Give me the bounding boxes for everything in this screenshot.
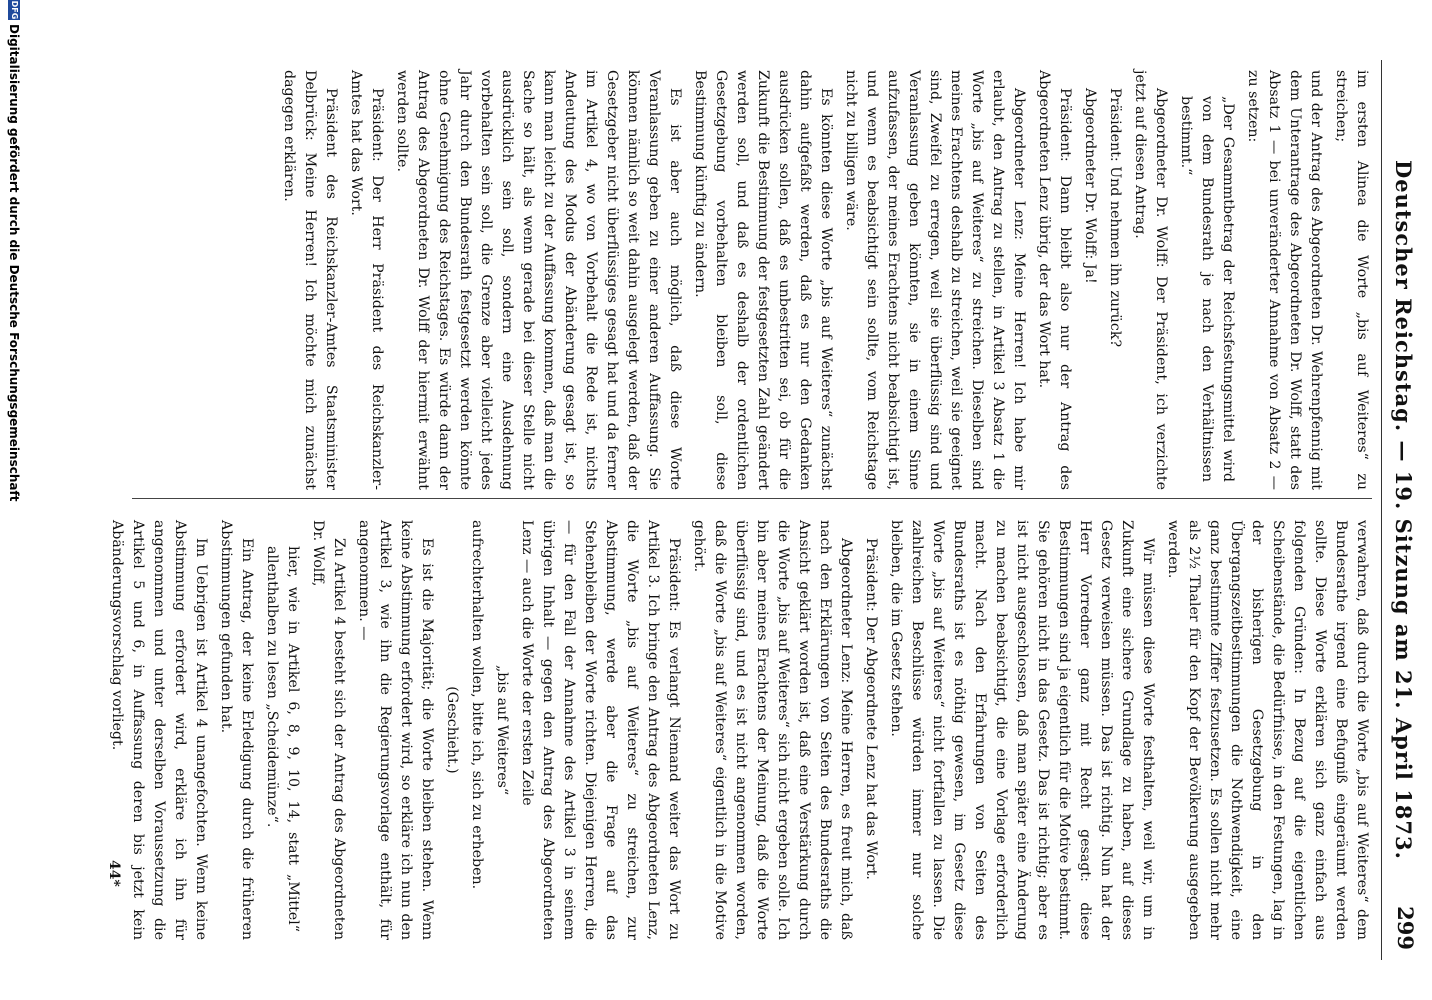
paragraph: Wir müssen diese Worte festhalten, weil wir, um in Zukunft eine sichere Grundlage zu haben, auf dieses Gesetz verweisen müssen. Das ist richtig. Nun hat der Herr Vorredner ganz mit Recht gesagt: diese Bestimmungen sind ja eigentlich für die Motive bestimmt. Sie gehören nicht in das Gesetz. Das ist richtig; aber es ist nicht ausgeschlossen, daß man später eine Änderung zu machen beabsichtigt, die eine Vorlage erforderlich macht. Nach den Erfahrungen von Seiten des Bundesraths ist es nöthig gewesen, im Gesetz diese Worte „bis auf Weiteres“ nicht fortfallen zu lassen. Die zahlreichen Beschlüsse würden immer nur solche bleiben, die im Gesetz stehen. (888, 520, 1156, 940)
paragraph: „bis auf Weiteres“ (494, 664, 510, 796)
signature-mark: 44* (106, 860, 122, 887)
paragraph: Im Uebrigen ist Artikel 4 unangefochten. Wenn keine Abstimmung erfordert wird, erkläre ich ihn für angenommen und unter derselben Voraussetzung die Artikel 5 und 6, in Auffassung deren bis jetzt kein Abänderungsvorschlag vorliegt. (109, 520, 209, 940)
paragraph: Ein Antrag, der keine Erledigung durch die früheren Abstimmungen gefunden hat. (218, 520, 255, 940)
paragraph: Zu Artikel 4 besteht sich der Antrag des Abgeordneten Dr. Wolff, (310, 520, 347, 940)
paragraph: Abgeordneter Lenz: Meine Herren! Ich habe mir erlaubt, den Antrag zu stellen, in Artikel 3 Absatz 1 die Worte „bis auf Weiteres“ zu streichen. Dieselben sind meines Erachtens deshalb zu streichen, weil sie geeignet sind, Zweifel zu erregen, weil sie überflüssig sind und Veranlassung geben könnten, sie in einem Sinne aufzufassen, der meines Erachtens nicht beabsichtigt ist, und wenn es beabsichtigt sein sollte, vom Reichstage nicht zu billigen wäre. (843, 70, 1027, 490)
page-number: 299 (1393, 906, 1418, 950)
paragraph: Abgeordneter Dr. Wolff: Ja! (1082, 88, 1098, 284)
paragraph: im ersten Alinea die Worte „bis auf Weiteres“ zu streichen; (1333, 70, 1370, 490)
paragraph: Abgeordneter Dr. Wolff: Der Präsident, ich verzichte jetzt auf diesen Antrag. (1132, 70, 1169, 490)
paragraph: Es ist aber auch möglich, daß diese Worte Veranlassung geben zu einer anderen Auffassung. Sie können nämlich so weit dahin ausgelegt werden, daß der Gesetzgeber nicht überflüssiges gesagt hat und da ferner im Artikel 4, wo von Vorbehalt die Rede ist, nichts Andeutung des Modus der Abänderung gesagt ist, so kann man leicht zu der Auffassung kommen, daß man die Sache so hält, als wenn gerade bei dieser Stelle nicht ausdrücklich sein soll, sondern eine Ausdehnung vorbehalten sein soll, die Grenze aber vielleicht jedes Jahr durch den Bundesrath festgesetzt werden könnte ohne Genehmigung des Reichstages. Es würde dann der Antrag des Abgeordneten Dr. Wolff der hiermit erwähnt werden sollte. (394, 70, 683, 490)
paragraph: Präsident: Dann bleibt also nur der Antrag des Abgeordneten Lenz übrig, der das Wort hat. (1036, 70, 1073, 490)
paragraph: Präsident: Der Abgeordnete Lenz hat das Wort. (863, 538, 879, 880)
page-header (1382, 70, 1422, 950)
footer-text: Digitalisierung gefördert durch die Deutsche Forschungsgemeinschaft (7, 24, 21, 502)
header-rule (1381, 60, 1382, 960)
paragraph: und der Antrag des Abgeordneten Dr. Wehrenpfennig mit dem Unterantrage des Abgeordneten Dr. Wolff, statt des Absatz 1 — bei unveränderter Annahme von Absatz 2 — zu setzen: (1245, 70, 1324, 490)
paragraph: aufrechterhalten wollen, bitte ich, sich zu erheben. (469, 520, 485, 890)
paragraph: Es könnten diese Worte „bis auf Weiteres“ zunächst dahin aufgefaßt werden, daß es nur den Gedanken ausdrücken sollen, daß es unbestritten sei, ob für die Zukunft die Bestimmung der festgesetzten Zahl geändert werden soll, und daß es deshalb der ordentlichen Gesetzgebung vorbehalten bleiben soll, diese Bestimmung künftig zu ändern. (692, 70, 834, 490)
dfg-logo-icon: DFG (10, 0, 19, 20)
page-title: Deutscher Reichstag. — 19. Sitzung am 21. April 1873. (1391, 160, 1416, 860)
footer (4, 0, 24, 1000)
paragraph: Präsident: Und nehmen ihn zurück? (1107, 88, 1123, 348)
paragraph: Es ist die Majorität; die Worte bleiben stehen. Wenn keine Abstimmung erfordert wird, so erkläre ich nun den Artikel 3, wie ihn die Regierungsvorlage enthält, für angenommen. — (356, 520, 435, 940)
column-divider (132, 498, 1372, 499)
paragraph: Präsident: Der Herr Präsident des Reichskanzler-Amtes hat das Wort. (348, 70, 385, 490)
paragraph: hier, wie in Artikel 6, 8, 9, 10, 14, statt „Mittel“ allenthalben zu lesen „Scheidemünze“. (264, 546, 301, 932)
left-column (132, 70, 1372, 490)
paragraph: (Geschieht.) (444, 686, 460, 774)
paragraph: verwahren, daß durch die Worte „bis auf Weiteres“ dem Bundesrathe irgend eine Befugniß eingeräumt werden sollte. Diese Worte erklären sich ganz einfach aus folgenden Gründen: In Bezug auf die eigentlichen Scheibenstände, die Bedürfnisse, in den Festungen, lag in der bisherigen Gesetzgebung in den Übergangszeitbestimmungen die Nothwendigkeit, eine ganz bestimmte Ziffer festzusetzen. Es sollen nicht mehr als 2½ Thaler für den Kopf der Bevölkerung ausgegeben werden. (1165, 520, 1370, 940)
paragraph: Präsident: Es verlangt Niemand weiter das Wort zu Artikel 3. Ich bringe den Antrag des Abgeordneten Lenz, die Worte „bis auf Weiteres“ zu streichen, zur Abstimmung, werde aber die Frage auf das Stehenbleiben der Worte richten. Diejenigen Herren, die — für den Fall der Annahme des Artikel 3 in seinem übrigen Inhalt — gegen den Antrag des Abgeordneten Lenz — auch die Worte der ersten Zeile (519, 520, 682, 940)
paragraph: Abgeordneter Lenz: Meine Herren, es freut mich, daß nach den Erklärungen von Seiten des Bundesraths die Ansicht geklärt worden ist, daß eine Verstärkung durch die Worte „bis auf Weiteres“ sich nicht ergeben solle. Ich bin aber meines Erachtens der Meinung, daß die Worte überflüssig sind, und es ist nicht angenommen worden, daß die Worte „bis auf Weiteres“ eigentlich in die Motive gehört. (691, 520, 854, 940)
paragraph: „Der Gesammtbetrag der Reichsfestungsmittel wird von dem Bundesrath je nach den Verhältnissen bestimmt.“ (1178, 96, 1236, 482)
paragraph: Präsident des Reichskanzler-Amtes Staatsminister Delbrück: Meine Herren! Ich möchte mich zunächst dagegen erklären. (281, 70, 339, 490)
